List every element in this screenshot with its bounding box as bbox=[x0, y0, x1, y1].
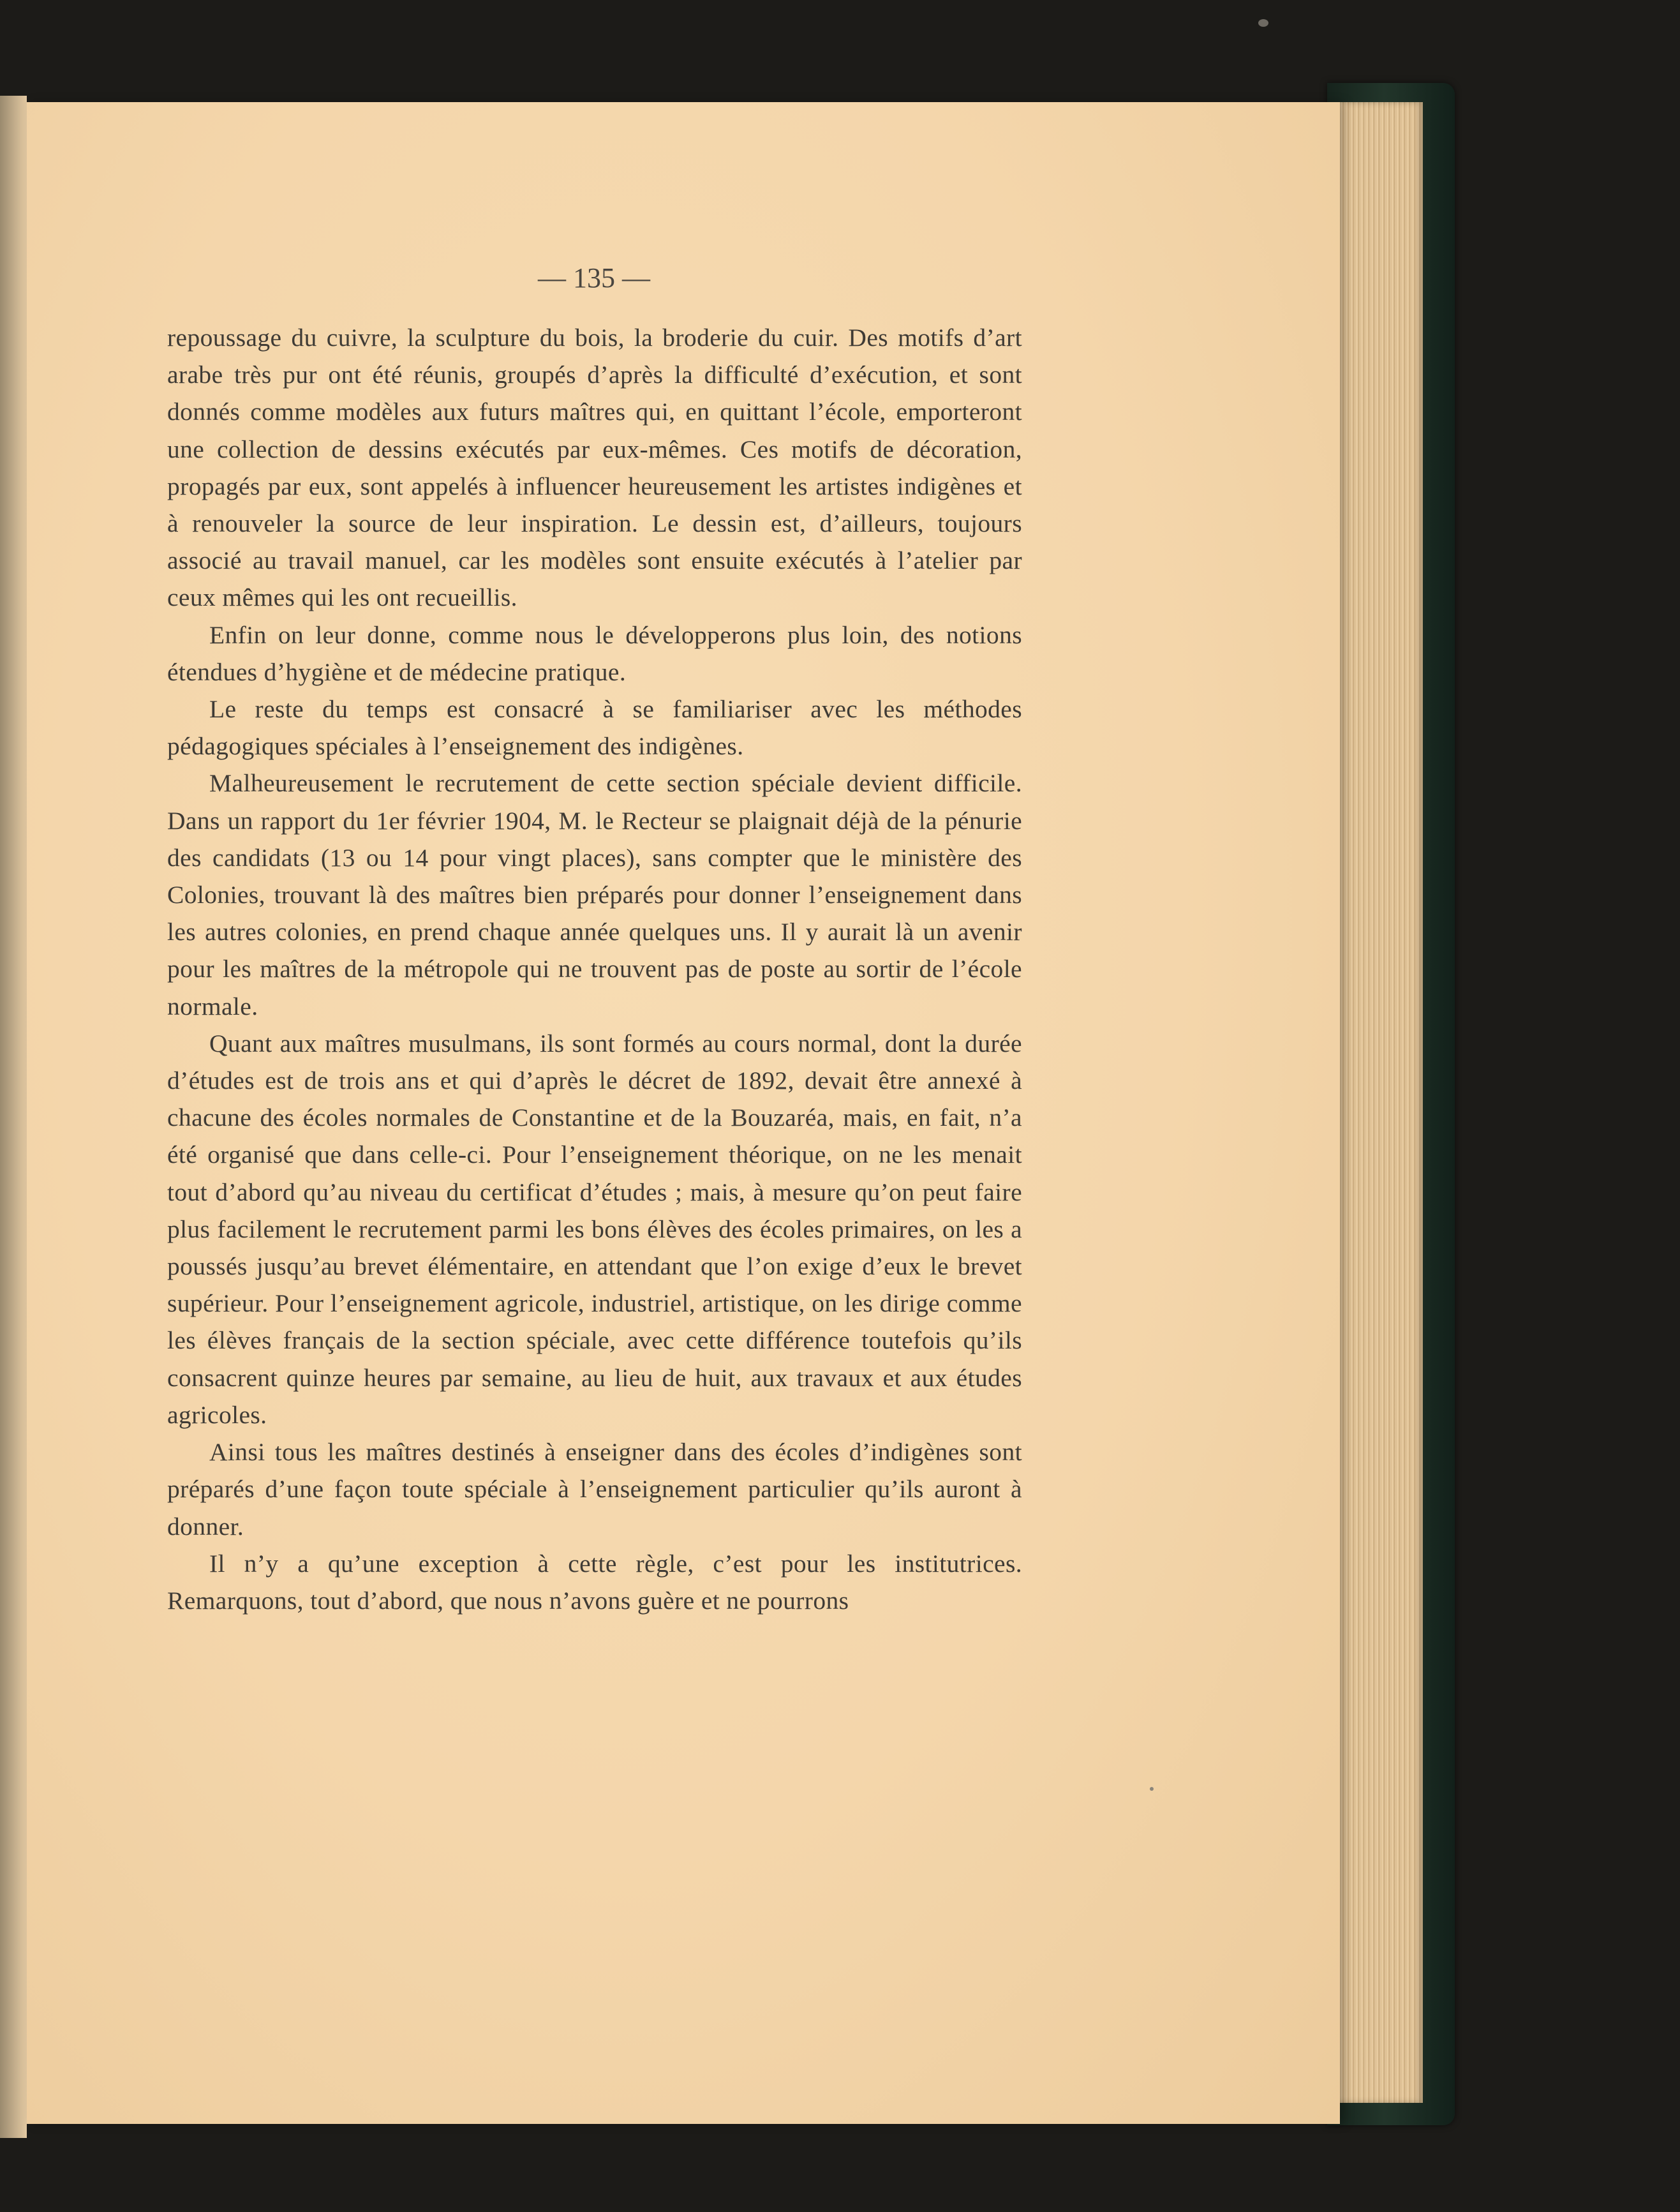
left-page-edge bbox=[0, 96, 27, 2138]
paragraph-1: repoussage du cuivre, la sculpture du bois, la broderie du cuir. Des motifs d’art arabe très pur ont été réunis, groupés d’après la difficulté d’exécution, et sont donnés comme modèles aux futurs maîtres qui, en quittant l’école, emporteront une collection de dessins exécutés par eux-mêmes. Ces motifs de décoration, propagés par eux, sont appelés à influencer heureusement les artistes indigènes et à renouveler la source de leur inspiration. Le dessin est, d’ailleurs, toujours associé au travail manuel, car les modèles sont ensuite exécutés à l’atelier par ceux mêmes qui les ont recueillis. bbox=[167, 324, 1022, 612]
paragraph-7: Il n’y a qu’une exception à cette règle, c’est pour les institutrices. Remarquons, tout d’abord, que nous n’avons guère et ne pourrons bbox=[167, 1549, 1022, 1615]
paragraph-5: Quant aux maîtres musulmans, ils sont formés au cours normal, dont la durée d’études est de trois ans et qui d’après le décret de 1892, devait être annexé à chacune des écoles normales de Constantine et de la Bouzaréa, mais, en fait, n’a été organisé que dans celle-ci. Pour l’enseignement théorique, on ne les menait tout d’abord qu’au niveau du certificat d’études ; mais, à mesure qu’on peut faire plus facilement le recrutement parmi les bons élèves des écoles primaires, on les a poussés jusqu’au brevet élémentaire, en attendant que l’on exige d’eux le brevet supérieur. Pour l’enseignement agricole, industriel, artistique, on les dirige comme les élèves français de la section spéciale, avec cette différence toutefois qu’ils consacrent quinze heures par semaine, au lieu de huit, aux travaux et aux études agricoles. bbox=[167, 1029, 1022, 1429]
page-stack-edge bbox=[1340, 102, 1423, 2103]
book-page bbox=[27, 102, 1340, 2124]
paragraph-4: Malheureusement le recrutement de cette section spéciale devient difficile. Dans un rapport du 1er février 1904, M. le Recteur se plaignait déjà de la pénurie des candidats (13 ou 14 pour vingt places), sans compter que le ministère des Colonies, trouvant là des maîtres bien préparés pour donner l’enseignement dans les autres colonies, en prend chaque année quelques uns. Il y aurait là un avenir pour les maîtres de la métropole qui ne trouvent pas de poste au sortir de l’école normale. bbox=[167, 769, 1022, 1020]
page-body-text bbox=[167, 319, 1022, 1619]
paragraph-2: Enfin on leur donne, comme nous le développerons plus loin, des notions étendues d’hygiène et de médecine pratique. bbox=[167, 620, 1022, 686]
paragraph-3: Le reste du temps est consacré à se familiariser avec les méthodes pédagogiques spéciales à l’enseignement des indigènes. bbox=[167, 695, 1022, 761]
scanner-speck bbox=[1258, 19, 1268, 27]
paper-speck bbox=[1150, 1787, 1154, 1791]
page-number: — 135 — bbox=[538, 262, 650, 294]
paragraph-6: Ainsi tous les maîtres destinés à enseigner dans des écoles d’indigènes sont préparés d’une façon toute spéciale à l’enseignement particulier qu’ils auront à donner. bbox=[167, 1438, 1022, 1541]
